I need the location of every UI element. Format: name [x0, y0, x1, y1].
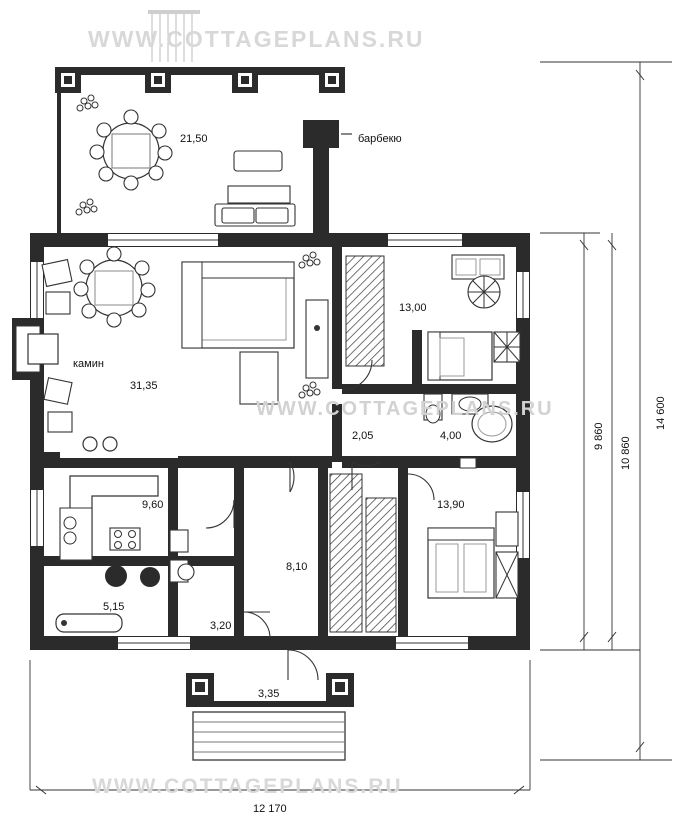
dimension-inner-height: 10 860 — [620, 436, 632, 470]
dimension-overall-width: 12 170 — [253, 803, 287, 815]
dimension-overall-height: 14 600 — [655, 396, 667, 430]
room-label-barbecue: барбекю — [358, 133, 402, 145]
room-label-bedroom-1: 13,00 — [399, 302, 427, 314]
room-label-terrace: 21,50 — [180, 133, 208, 145]
room-label-kitchen: 9,60 — [142, 499, 164, 511]
watermark-middle: WWW.COTTAGEPLANS.RU — [256, 398, 554, 420]
room-label-bathroom-1: 4,00 — [440, 430, 462, 442]
room-label-living-room: 31,35 — [130, 380, 158, 392]
room-label-bathroom-2: 3,20 — [210, 620, 232, 632]
watermark-bottom: WWW.COTTAGEPLANS.RU — [92, 775, 403, 798]
boiler-room-fixtures — [56, 614, 122, 632]
dimension-building-height: 9 860 — [593, 422, 605, 450]
room-label-bedroom-2: 13,90 — [437, 499, 465, 511]
watermark-top: WWW.COTTAGEPLANS.RU — [88, 26, 425, 52]
room-label-boiler-room: 5,15 — [103, 601, 125, 613]
room-label-hall-small: 2,05 — [352, 430, 374, 442]
room-label-fireplace: камин — [73, 358, 104, 370]
room-label-porch: 3,35 — [258, 688, 280, 700]
room-label-corridor: 8,10 — [286, 561, 308, 573]
